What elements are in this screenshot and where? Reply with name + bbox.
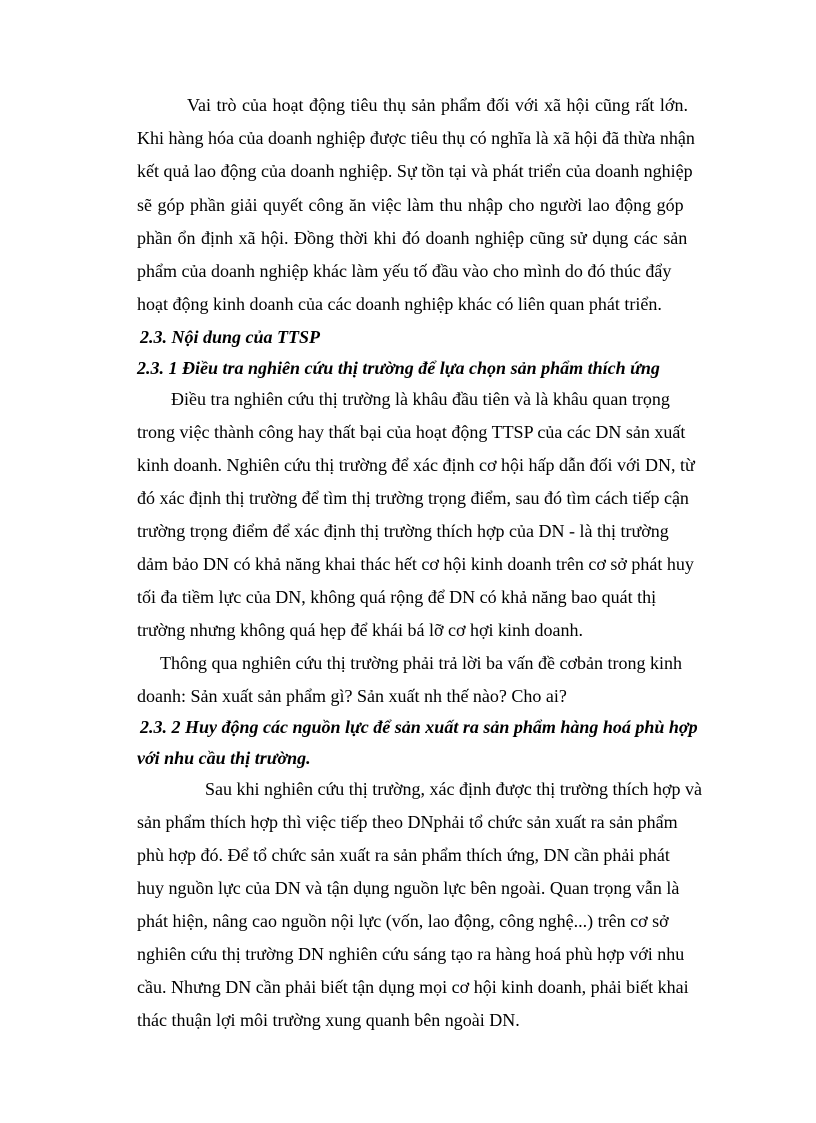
text-line: Thông qua nghiên cứu thị trường phải trả lời ba vấn đề cơbản trong kinh xyxy=(160,653,682,673)
text-line: Khi hàng hóa của doanh nghiệp được tiêu thụ có nghĩa là xã hội đã thừa nhận xyxy=(137,128,695,148)
subsection-heading: 2.3. 1 Điều tra nghiên cứu thị trường để lựa chọn sản phẩm thích ứng xyxy=(137,358,660,378)
text-line: huy nguồn lực của DN và tận dụng nguồn lực bên ngoài. Quan trọng vẫn là xyxy=(137,878,680,898)
text-line: trường nhưng không quá hẹp để khái bá lỡ cơ hợi kinh doanh. xyxy=(137,620,584,640)
text-line: phát hiện, nâng cao nguồn nội lực (vốn, lao động, công nghệ...) trên cơ sở xyxy=(137,911,669,931)
text-line: hoạt động kinh doanh của các doanh nghiệp khác có liên quan phát triển. xyxy=(137,294,662,314)
text-line: Điều tra nghiên cứu thị trường là khâu đầu tiên và là khâu quan trọng xyxy=(171,389,670,409)
text-line: trong việc thành công hay thất bại của hoạt động TTSP của các DN sản xuất xyxy=(137,422,686,442)
text-line: tối đa tiềm lực của DN, không quá rộng để DN có khả năng bao quát thị xyxy=(137,587,657,607)
text-line: đó xác định thị trường để tìm thị trường trọng điểm, sau đó tìm cách tiếp cận xyxy=(137,488,689,508)
text-line: sẽ góp phần giải quyết công ăn việc làm thu nhập cho người lao động góp xyxy=(137,195,684,215)
text-line: phù hợp đó. Để tổ chức sản xuất ra sản phẩm thích ứng, DN cần phải phát xyxy=(137,845,670,865)
text-line: nghiên cứu thị trường DN nghiên cứu sáng tạo ra hàng hoá phù hợp với nhu xyxy=(137,944,685,964)
text-line: doanh: Sản xuất sản phẩm gì? Sản xuất nh thế nào? Cho ai? xyxy=(137,686,567,706)
text-line: trường trọng điểm để xác định thị trường thích hợp của DN - là thị trường xyxy=(137,521,669,541)
section-heading: 2.3. Nội dung của TTSP xyxy=(140,327,321,347)
subsection-heading: 2.3. 2 Huy động các nguồn lực để sản xuất ra sản phẩm hàng hoá phù hợp xyxy=(140,717,698,737)
text-line: Sau khi nghiên cứu thị trường, xác định được thị trường thích hợp và xyxy=(205,779,703,799)
text-line: thác thuận lợi môi trường xung quanh bên ngoài DN. xyxy=(137,1010,520,1030)
text-line: phần ổn định xã hội. Đồng thời khi đó doanh nghiệp cũng sử dụng các sản xyxy=(137,228,688,248)
text-line: Vai trò của hoạt động tiêu thụ sản phẩm đối với xã hội cũng rất lớn. xyxy=(187,95,688,115)
text-line: dảm bảo DN có khả năng khai thác hết cơ hội kinh doanh trên cơ sở phát huy xyxy=(137,554,694,574)
text-line: kinh doanh. Nghiên cứu thị trường để xác định cơ hội hấp dẫn đối với DN, từ xyxy=(137,455,695,475)
text-line: kết quả lao động của doanh nghiệp. Sự tồn tại và phát triển của doanh nghiệp xyxy=(137,161,693,181)
text-line: cầu. Nhưng DN cần phải biết tận dụng mọi cơ hội kinh doanh, phải biết khai xyxy=(137,977,689,997)
text-line: phẩm của doanh nghiệp khác làm yếu tố đầu vào cho mình do đó thúc đẩy xyxy=(137,261,672,281)
text-line: sản phẩm thích hợp thì việc tiếp theo DNphải tổ chức sản xuất ra sản phẩm xyxy=(137,812,678,832)
subsection-heading: với nhu cầu thị trường. xyxy=(137,748,311,768)
